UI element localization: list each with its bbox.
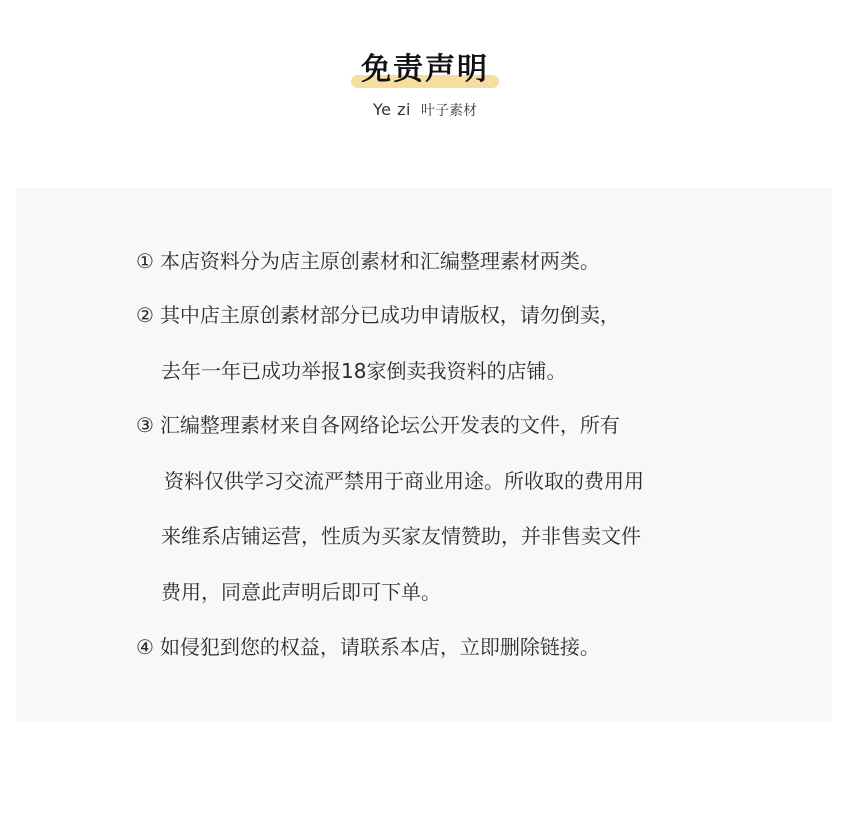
item-1-line-1: 本店资料分为店主原创素材和汇编整理素材两类。 — [159, 249, 600, 273]
item-3-line-2: 资料仅供学习交流严禁用于商业用途。所收取的费用用 — [164, 469, 644, 493]
item-number-4: ④ — [136, 635, 154, 659]
statement-item-4 — [136, 633, 600, 661]
item-2-line-2: 去年一年已成功举报18家倒卖我资料的店铺。 — [161, 359, 567, 383]
item-3-line-1: 汇编整理素材来自各网络论坛公开发表的文件，所有 — [159, 413, 620, 437]
item-4-line-1: 如侵犯到您的权益，请联系本店，立即删除链接。 — [159, 635, 600, 659]
subtitle — [0, 100, 850, 121]
statement-item-3 — [136, 411, 620, 439]
page-title: 免责声明 — [361, 52, 489, 87]
item-2-line-1: 其中店主原创素材部分已成功申请版权，请勿倒卖， — [159, 303, 620, 327]
item-3-line-4: 费用，同意此声明后即可下单。 — [161, 580, 441, 604]
subtitle-english: Ye zi — [373, 100, 411, 119]
statement-item-1 — [136, 247, 600, 275]
item-number-3: ③ — [136, 413, 154, 437]
item-3-line-3: 来维系店铺运营，性质为买家友情赞助，并非售卖文件 — [161, 524, 641, 548]
header — [0, 50, 850, 121]
statement-panel — [16, 188, 832, 722]
item-number-1: ① — [136, 249, 154, 273]
statement-item-2 — [136, 301, 620, 329]
subtitle-chinese: 叶子素材 — [420, 103, 477, 119]
item-number-2: ② — [136, 303, 154, 327]
title-block — [355, 50, 495, 90]
